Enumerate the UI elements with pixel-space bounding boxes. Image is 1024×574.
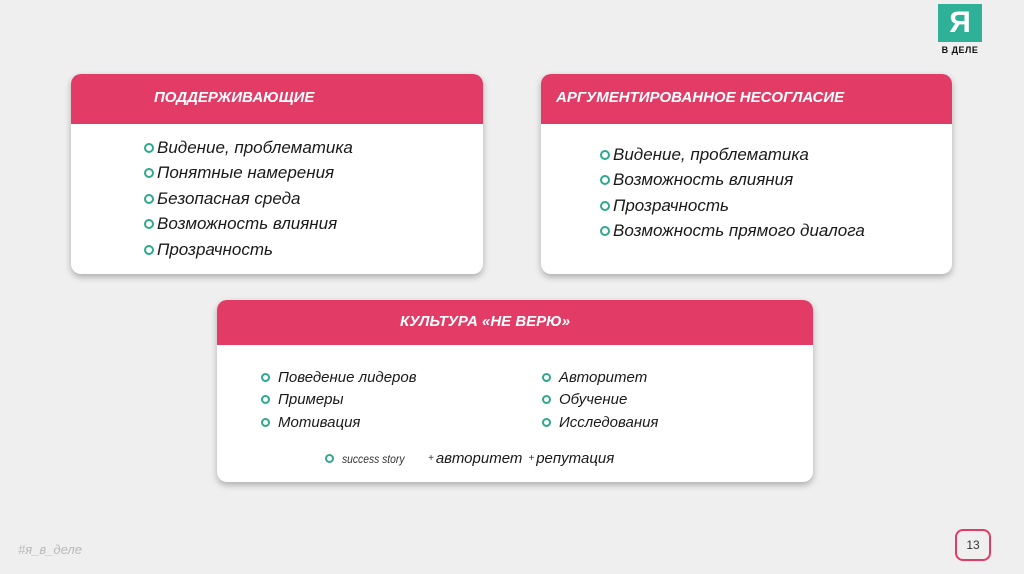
supportive-list [144,135,353,263]
summary-success-story: success story [342,451,405,466]
list-item [600,168,865,194]
list-item-label: Возможность влияния [157,214,338,234]
summary-plus: + [528,453,535,464]
culture-card-title: КУЛЬТУРА «НЕ ВЕРЮ» [217,300,813,345]
culture-left-list [261,366,417,434]
circle-bullet-icon [542,418,551,427]
circle-bullet-icon [542,373,551,382]
list-item [144,237,353,263]
circle-bullet-icon [144,245,154,255]
list-item [600,219,865,245]
summary-reputation: репутация [536,450,615,467]
supportive-card-title: ПОДДЕРЖИВАЮЩИЕ [71,74,483,124]
list-item [144,161,353,187]
circle-bullet-icon [600,175,610,185]
disagreement-card [541,74,952,274]
list-item-label: Видение, проблематика [157,137,353,157]
list-item-label: Прозрачность [613,195,729,215]
circle-bullet-icon [261,418,270,427]
circle-bullet-icon [600,150,610,160]
circle-bullet-icon [542,395,551,404]
logo-caption: В ДЕЛЕ [941,45,979,55]
circle-bullet-icon [325,454,334,463]
culture-card [217,300,813,482]
list-item [144,212,353,238]
list-item [542,389,658,412]
logo-letter: Я [938,4,982,42]
circle-bullet-icon [261,395,270,404]
summary-plus: + [428,453,434,464]
page-number: 13 [955,529,991,561]
culture-summary [325,450,614,467]
list-item [600,193,865,219]
list-item [542,411,658,434]
summary-authority: авторитет [435,450,523,467]
list-item [261,389,417,412]
circle-bullet-icon [144,194,154,204]
list-item-label: Видение, проблематика [613,144,809,164]
list-item-label: Прозрачность [157,239,273,259]
circle-bullet-icon [600,201,610,211]
list-item [542,366,658,389]
list-item-label: Исследования [559,413,659,431]
list-item [144,186,353,212]
list-item-label: Авторитет [559,368,648,386]
list-item [600,142,865,168]
disagreement-list [600,142,865,244]
list-item-label: Возможность прямого диалога [613,221,865,241]
list-item-label: Обучение [559,391,628,409]
footer-hashtag: #я_в_деле [18,542,82,557]
list-item-label: Безопасная среда [157,188,301,208]
circle-bullet-icon [144,143,154,153]
list-item-label: Мотивация [278,413,361,431]
circle-bullet-icon [261,373,270,382]
supportive-card [71,74,483,274]
disagreement-card-title: АРГУМЕНТИРОВАННОЕ НЕСОГЛАСИЕ [541,74,952,124]
circle-bullet-icon [144,168,154,178]
list-item-label: Понятные намерения [157,163,335,183]
circle-bullet-icon [144,219,154,229]
list-item-label: Примеры [278,391,344,409]
list-item [261,411,417,434]
brand-logo [936,4,984,60]
list-item [261,366,417,389]
list-item [144,135,353,161]
list-item-label: Возможность влияния [613,170,794,190]
culture-right-list [542,366,658,434]
list-item-label: Поведение лидеров [278,368,417,386]
circle-bullet-icon [600,226,610,236]
